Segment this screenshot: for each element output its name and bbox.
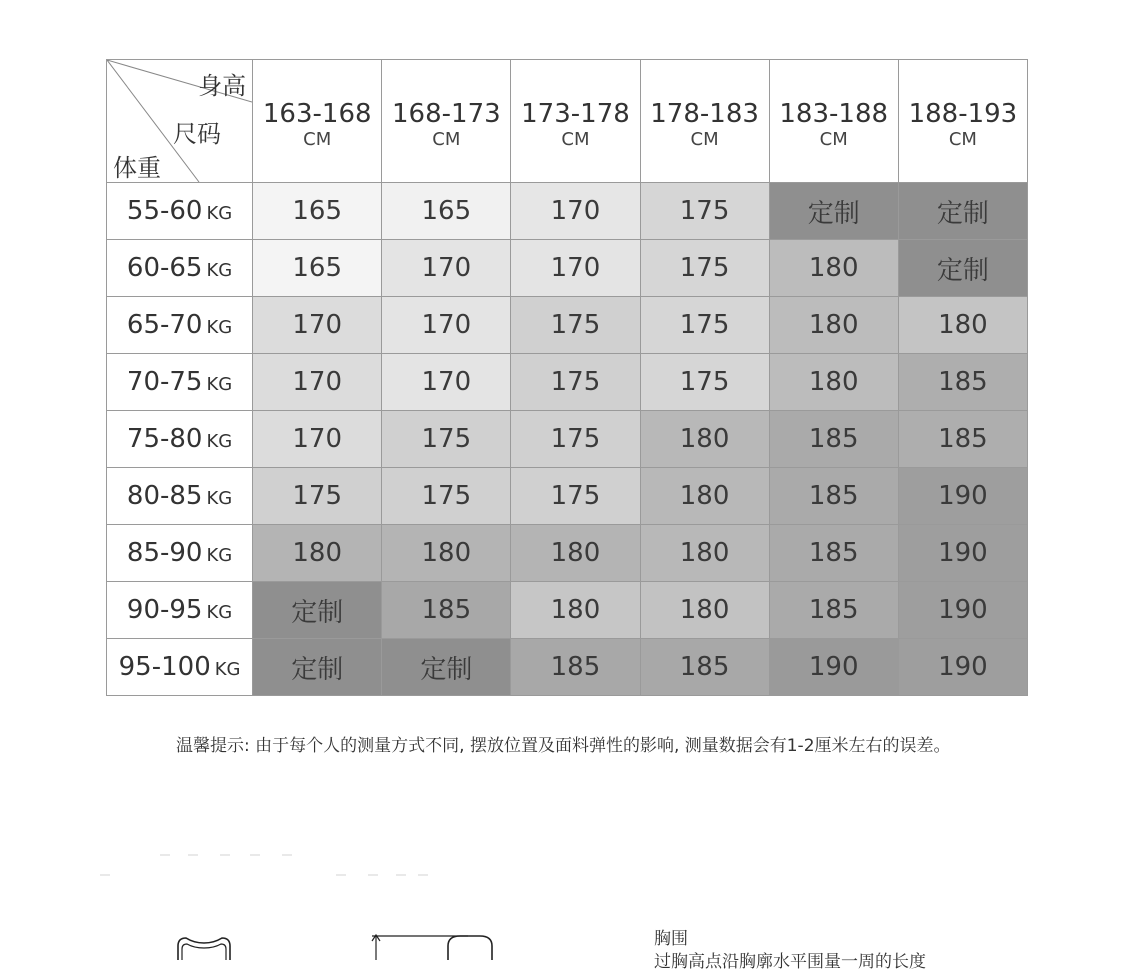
weight-range: 55-60 [126,196,203,226]
size-cell: 165 [253,240,382,297]
size-cell: 180 [640,582,769,639]
height-range: 188-193 [908,99,1018,129]
size-cell: 定制 [898,240,1027,297]
table-row [107,582,1028,639]
table-row [107,411,1028,468]
table-row [107,183,1028,240]
faint-decoration [100,848,430,888]
height-column-header [382,60,511,183]
size-cell: 190 [898,639,1027,696]
size-chart-table [106,59,1028,696]
table-row [107,525,1028,582]
size-cell: 185 [769,582,898,639]
size-cell: 185 [769,411,898,468]
weight-unit: KG [206,431,233,452]
chest-title: 胸围 [654,929,688,949]
size-cell: 185 [898,411,1027,468]
size-cell: 170 [382,354,511,411]
size-cell: 175 [511,468,640,525]
size-cell: 180 [769,240,898,297]
size-cell: 180 [640,525,769,582]
table-row [107,354,1028,411]
height-column-header [253,60,382,183]
size-cell: 180 [640,411,769,468]
size-cell: 180 [769,297,898,354]
weight-range: 70-75 [126,367,203,397]
size-cell: 175 [640,354,769,411]
table-row [107,468,1028,525]
weight-range: 60-65 [126,253,203,283]
height-column-header [898,60,1027,183]
size-cell: 175 [511,354,640,411]
size-cell: 170 [253,354,382,411]
weight-row-header [107,183,253,240]
size-table-body [107,183,1028,696]
size-cell: 180 [640,468,769,525]
height-range: 163-168 [262,99,372,129]
weight-range: 80-85 [126,481,203,511]
height-column-header [511,60,640,183]
table-row [107,240,1028,297]
weight-row-header [107,468,253,525]
size-cell: 185 [769,468,898,525]
weight-range: 90-95 [126,595,203,625]
weight-range: 85-90 [126,538,203,568]
size-cell: 180 [253,525,382,582]
height-range: 178-183 [650,99,759,129]
weight-row-header [107,297,253,354]
weight-range: 95-100 [118,652,211,682]
weight-unit: KG [206,317,233,338]
size-cell: 185 [640,639,769,696]
size-cell: 175 [511,297,640,354]
corner-cell [107,60,253,183]
size-cell: 170 [253,297,382,354]
size-cell: 170 [511,183,640,240]
weight-unit: KG [206,260,233,281]
table-row [107,639,1028,696]
height-range: 183-188 [779,99,889,129]
size-cell: 175 [382,468,511,525]
weight-unit: KG [206,545,233,566]
size-cell: 180 [511,582,640,639]
size-cell: 185 [769,525,898,582]
garment-front-icon [176,936,232,960]
size-cell: 190 [898,525,1027,582]
size-cell: 185 [382,582,511,639]
weight-unit: KG [206,374,233,395]
height-column-header [640,60,769,183]
height-range: 173-178 [521,99,630,129]
size-cell: 170 [382,297,511,354]
size-cell: 190 [769,639,898,696]
weight-row-header [107,240,253,297]
size-label: 尺码 [173,120,221,148]
chest-description: 过胸高点沿胸廓水平围量一周的长度 [654,952,926,972]
height-unit: CM [690,129,719,150]
size-cell: 180 [511,525,640,582]
header-row [107,60,1028,183]
measurement-note: 温馨提示: 由于每个人的测量方式不同, 摆放位置及面料弹性的影响, 测量数据会有1-2厘米左右的误差。 [176,736,951,756]
table-row [107,297,1028,354]
size-cell: 175 [640,297,769,354]
weight-row-header [107,639,253,696]
size-cell: 170 [382,240,511,297]
size-cell: 定制 [898,183,1027,240]
size-cell: 165 [382,183,511,240]
size-cell: 定制 [769,183,898,240]
weight-unit: KG [214,659,241,680]
size-cell: 190 [898,468,1027,525]
weight-unit: KG [206,602,233,623]
size-cell: 185 [511,639,640,696]
size-cell: 185 [898,354,1027,411]
weight-unit: KG [206,203,233,224]
weight-row-header [107,411,253,468]
size-cell: 定制 [382,639,511,696]
height-unit: CM [432,129,461,150]
weight-row-header [107,354,253,411]
height-range: 168-173 [392,99,501,129]
size-cell: 170 [511,240,640,297]
weight-range: 75-80 [126,424,203,454]
height-unit: CM [948,129,977,150]
height-unit: CM [819,129,848,150]
weight-range: 65-70 [126,310,203,340]
weight-unit: KG [206,488,233,509]
size-cell: 190 [898,582,1027,639]
height-unit: CM [561,129,590,150]
size-cell: 175 [382,411,511,468]
size-cell: 180 [769,354,898,411]
weight-label: 体重 [113,154,161,182]
size-cell: 180 [898,297,1027,354]
size-cell: 定制 [253,639,382,696]
size-cell: 175 [511,411,640,468]
size-cell: 175 [253,468,382,525]
weight-row-header [107,525,253,582]
size-cell: 170 [253,411,382,468]
size-cell: 定制 [253,582,382,639]
height-label: 身高 [198,72,247,100]
height-unit: CM [303,129,332,150]
height-column-header [769,60,898,183]
garment-measure-diagram-icon [368,930,498,960]
weight-row-header [107,582,253,639]
size-cell: 175 [640,183,769,240]
size-cell: 175 [640,240,769,297]
size-cell: 180 [382,525,511,582]
size-cell: 165 [253,183,382,240]
